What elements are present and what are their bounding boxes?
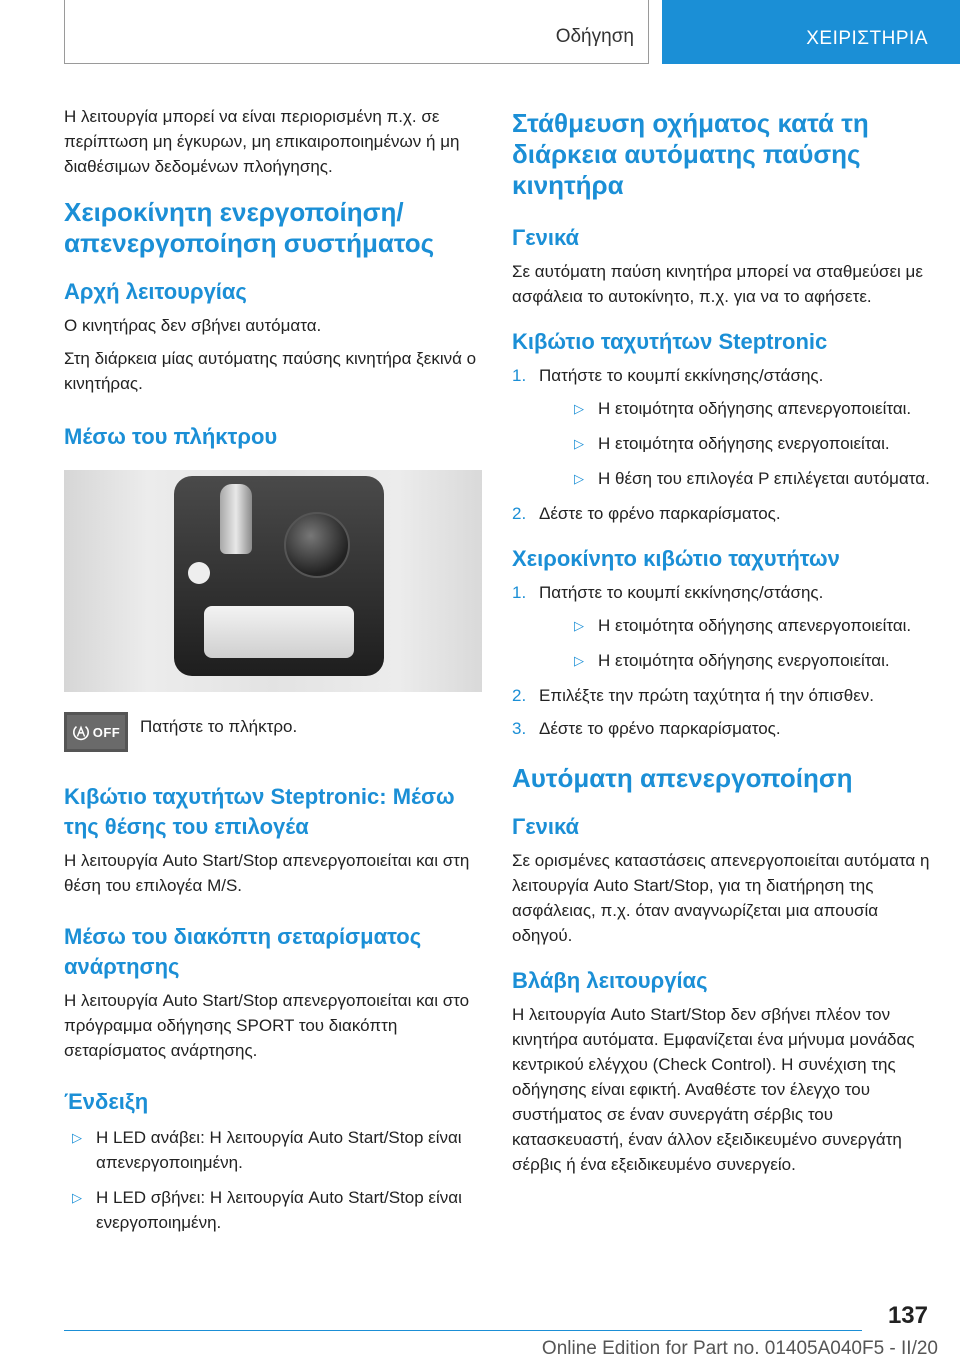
indicator-list [64, 1125, 482, 1235]
principle-heading: Αρχή λειτουργίας [64, 279, 247, 304]
list-item: ▷ Η ετοιμότητα οδήγησης απενεργοποιείται. [566, 396, 932, 421]
list-item: 3. Δέστε το φρένο παρκαρίσματος. [512, 719, 781, 738]
triangle-bullet-icon: ▷ [574, 618, 584, 633]
key-instruction-text: Πατήστε το πλήκτρο. [140, 717, 298, 736]
list-item: 1. Πατήστε το κουμπί εκκίνησης/στάσης. ▷ Η ετοιμότητα οδήγησης απενεργοποιείται. ▷ Η ετοιμότητα οδήγησης ενεργοποιείται. ▷ Η θέση του επιλογέα P επιλέγεται αυτόματα. [512, 363, 932, 491]
page-number: 137 [887, 1302, 928, 1329]
via-button-heading: Μέσω του πλήκτρου [64, 424, 278, 449]
general-text-2: Σε ορισμένες καταστάσεις απενεργοποιείται αυτόματα η λειτουργία Auto Start/Stop, για τη διατήρηση της ασφάλειας, π.χ. όταν αναγνωρίζεται μια απουσία οδηγού. [512, 851, 930, 945]
automatic-deactivation-heading: Αυτόματη απενεργοποίηση [512, 763, 853, 793]
auto-start-stop-icon [72, 723, 90, 741]
steptronic-heading: Κιβώτιο ταχυτήτων Steptronic [512, 329, 828, 354]
list-item: 2. Δέστε το φρένο παρκαρίσματος. [512, 504, 781, 523]
controller-knob [284, 512, 350, 578]
header-section-label: Οδήγηση [555, 26, 634, 47]
off-key-label: OFF [92, 724, 121, 740]
key-instruction-row [64, 712, 482, 752]
footer-divider [64, 1330, 862, 1331]
header-section-tab [64, 0, 649, 64]
list-item: ▷ Η LED ανάβει: Η λειτουργία Auto Start/Stop είναι απενεργοποιημένη. [64, 1125, 482, 1175]
driving-switch-heading: Μέσω του διακόπτη σεταρίσματος ανάρτησης [64, 924, 422, 979]
principle-text-1: Ο κινητήρας δεν σβήνει αυτόματα. [64, 316, 322, 335]
steptronic-selector-text: Η λειτουργία Auto Start/Stop απενεργοποιείται και στη θέση του επιλογέα M/S. [64, 851, 470, 895]
header-chapter-label: ΧΕΙΡΙΣΤΗΡΙΑ [806, 28, 928, 49]
parking-heading: Στάθμευση οχήματος κατά τη διάρκεια αυτόματης παύσης κινητήρα [512, 108, 869, 200]
list-item: 1. Πατήστε το κουμπί εκκίνησης/στάσης. ▷ Η ετοιμότητα οδήγησης απενεργοποιείται. ▷ Η ετοιμότητα οδήγησης ενεργοποιείται. [512, 580, 932, 673]
footer-edition: Online Edition for Part no. 01405A040F5 - II/20 [541, 1338, 938, 1359]
principle-text-2: Στη διάρκεια μίας αυτόματης παύσης κινητήρα ξεκινά ο κινητήρας. [64, 349, 477, 393]
triangle-bullet-icon: ▷ [574, 653, 584, 668]
malfunction-heading: Βλάβη λειτουργίας [512, 968, 708, 993]
center-console [174, 476, 384, 676]
malfunction-text: Η λειτουργία Auto Start/Stop δεν σβήνει πλέον τον κινητήρα αυτόματα. Εμφανίζεται ένα μήνυμα μονάδας κεντρικού ελέγχου (Check Control). Η συνέχιση της οδήγησης είναι εφικτή. Αναθέστε τον έλεγχο του συστήματος σε έναν συνεργάτη σέρβις του κατασκευαστή, έναν άλλον εξειδικευμένο συνεργάτη σέρβις ή ένα εξειδικευμένο συνεργείο. [512, 1005, 915, 1174]
general-heading-1: Γενικά [512, 225, 580, 250]
storage-tray [204, 606, 354, 658]
steptronic-substeps [566, 396, 932, 491]
triangle-bullet-icon: ▷ [72, 1190, 82, 1205]
general-text-1: Σε αυτόματη παύση κινητήρα μπορεί να σταθμεύσει με ασφάλεια το αυτοκίνητο, π.χ. για να το αφήσετε. [512, 262, 923, 306]
triangle-bullet-icon: ▷ [574, 436, 584, 451]
start-stop-button-icon [188, 562, 210, 584]
general-heading-2: Γενικά [512, 814, 580, 839]
center-console-photo [64, 470, 482, 692]
list-item: ▷ Η LED σβήνει: Η λειτουργία Auto Start/Stop είναι ενεργοποιημένη. [64, 1185, 482, 1235]
list-item: ▷ Η ετοιμότητα οδήγησης ενεργοποιείται. [566, 648, 932, 673]
manual-gearbox-heading: Χειροκίνητο κιβώτιο ταχυτήτων [512, 546, 840, 571]
triangle-bullet-icon: ▷ [574, 401, 584, 416]
triangle-bullet-icon: ▷ [72, 1130, 82, 1145]
list-item: ▷ Η ετοιμότητα οδήγησης ενεργοποιείται. [566, 431, 932, 456]
header-chapter-tab [662, 0, 960, 64]
list-item: 2. Επιλέξτε την πρώτη ταχύτητα ή την όπισθεν. [512, 686, 875, 705]
intro-paragraph: Η λειτουργία μπορεί να είναι περιορισμένη π.χ. σε περίπτωση μη έγκυρων, μη επικαιροποιημένων ή μη διαθέσιμων δεδομένων πλοήγησης. [64, 107, 460, 176]
indicator-heading: Ένδειξη [64, 1089, 149, 1114]
left-column [64, 104, 482, 1245]
steptronic-steps [512, 363, 932, 526]
triangle-bullet-icon: ▷ [574, 471, 584, 486]
list-item: ▷ Η ετοιμότητα οδήγησης απενεργοποιείται. [566, 613, 932, 638]
auto-start-stop-off-key [64, 712, 128, 752]
driving-switch-text: Η λειτουργία Auto Start/Stop απενεργοποιείται και στο πρόγραμμα οδήγησης SPORT του διακόπτη σεταρίσματος ανάρτησης. [64, 991, 470, 1060]
steptronic-selector-heading: Κιβώτιο ταχυτήτων Steptronic: Μέσω της θέσης του επιλογέα [64, 784, 455, 839]
manual-gearbox-steps [512, 580, 932, 741]
manual-gearbox-substeps [566, 613, 932, 673]
right-column [512, 104, 932, 1185]
manual-activation-heading: Χειροκίνητη ενεργοποίηση/ απενεργοποίηση συστήματος [64, 197, 435, 258]
gear-selector-lever [220, 484, 252, 554]
list-item: ▷ Η θέση του επιλογέα P επιλέγεται αυτόματα. [566, 466, 932, 491]
